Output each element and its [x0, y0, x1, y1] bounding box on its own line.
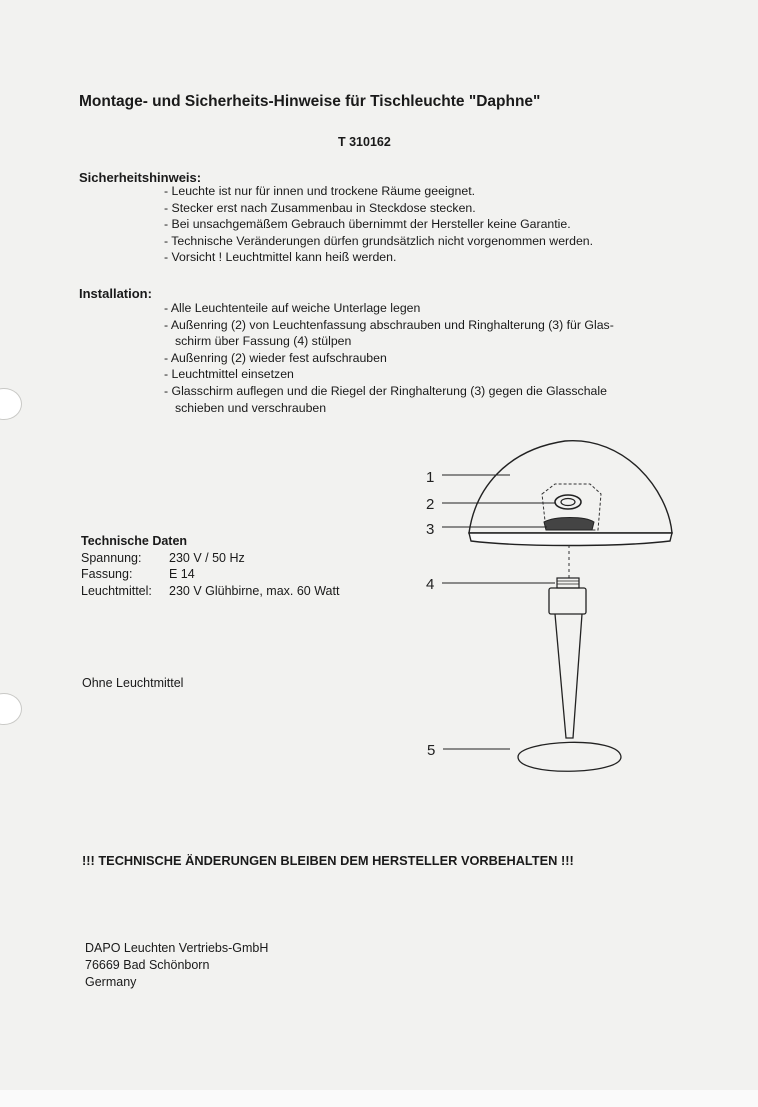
lamp-stem-shape: [555, 614, 582, 738]
installation-item: schirm über Fassung (4) stülpen: [175, 334, 352, 349]
installation-item: - Glasschirm auflegen und die Riegel der Ringhalterung (3) gegen die Glasschale: [164, 383, 607, 398]
warning-text: !!! TECHNISCHE ÄNDERUNGEN BLEIBEN DEM HERSTELLER VORBEHALTEN !!!: [82, 853, 574, 868]
safety-item: - Bei unsachgemäßem Gebrauch übernimmt der Hersteller keine Garantie.: [164, 217, 571, 232]
installation-item: - Leuchtmittel einsetzen: [164, 367, 294, 382]
tech-value: 230 V / 50 Hz: [169, 550, 245, 565]
scan-edge: [0, 1090, 758, 1107]
part-label-5: 5: [427, 742, 436, 759]
technical-heading: Technische Daten: [81, 534, 188, 548]
installation-heading: Installation:: [79, 286, 152, 301]
tech-label: Spannung:: [81, 550, 142, 565]
socket-thread-shape: [557, 578, 579, 588]
safety-item: - Technische Veränderungen dürfen grundsätzlich nicht vorgenommen werden.: [164, 233, 594, 248]
tech-value: 230 V Glühbirne, max. 60 Watt: [169, 583, 340, 598]
tech-label: Leuchtmittel:: [81, 583, 152, 598]
ring-holder-shape: [544, 518, 594, 531]
outer-ring-inner: [561, 499, 575, 506]
part-label-3: 3: [426, 521, 435, 538]
note-no-bulb: Ohne Leuchtmittel: [82, 676, 184, 690]
part-label-1: 1: [426, 469, 435, 486]
outer-ring-shape: [555, 495, 581, 509]
installation-item: - Außenring (2) wieder fest aufschrauben: [164, 350, 387, 365]
installation-item: - Außenring (2) von Leuchtenfassung abschrauben und Ringhalterung (3) für Glas-: [164, 317, 614, 332]
safety-item: - Stecker erst nach Zusammenbau in Steckdose stecken.: [164, 200, 476, 215]
part-label-4: 4: [426, 576, 435, 593]
tech-label: Fassung:: [81, 567, 133, 581]
safety-item: - Leuchte ist nur für innen und trockene Räume geeignet.: [164, 184, 476, 198]
company-city: 76669 Bad Schönborn: [85, 958, 210, 972]
socket-body-shape: [549, 588, 586, 614]
company-name: DAPO Leuchten Vertriebs-GmbH: [85, 941, 269, 955]
document-title: Montage- und Sicherheits-Hinweise für Tischleuchte "Daphne": [79, 93, 541, 110]
installation-item: - Alle Leuchtenteile auf weiche Unterlage legen: [164, 301, 421, 315]
article-number: T 310162: [338, 135, 391, 149]
safety-heading: Sicherheitshinweis:: [79, 170, 202, 185]
company-country: Germany: [85, 975, 137, 989]
safety-item: - Vorsicht ! Leuchtmittel kann heiß werden.: [164, 250, 397, 265]
lamp-base-shape: [518, 742, 621, 771]
installation-item: schieben und verschrauben: [175, 400, 327, 415]
lamp-shade-rim: [469, 533, 672, 546]
part-label-2: 2: [426, 496, 435, 513]
tech-value: E 14: [169, 567, 195, 581]
company-address: [85, 940, 268, 991]
